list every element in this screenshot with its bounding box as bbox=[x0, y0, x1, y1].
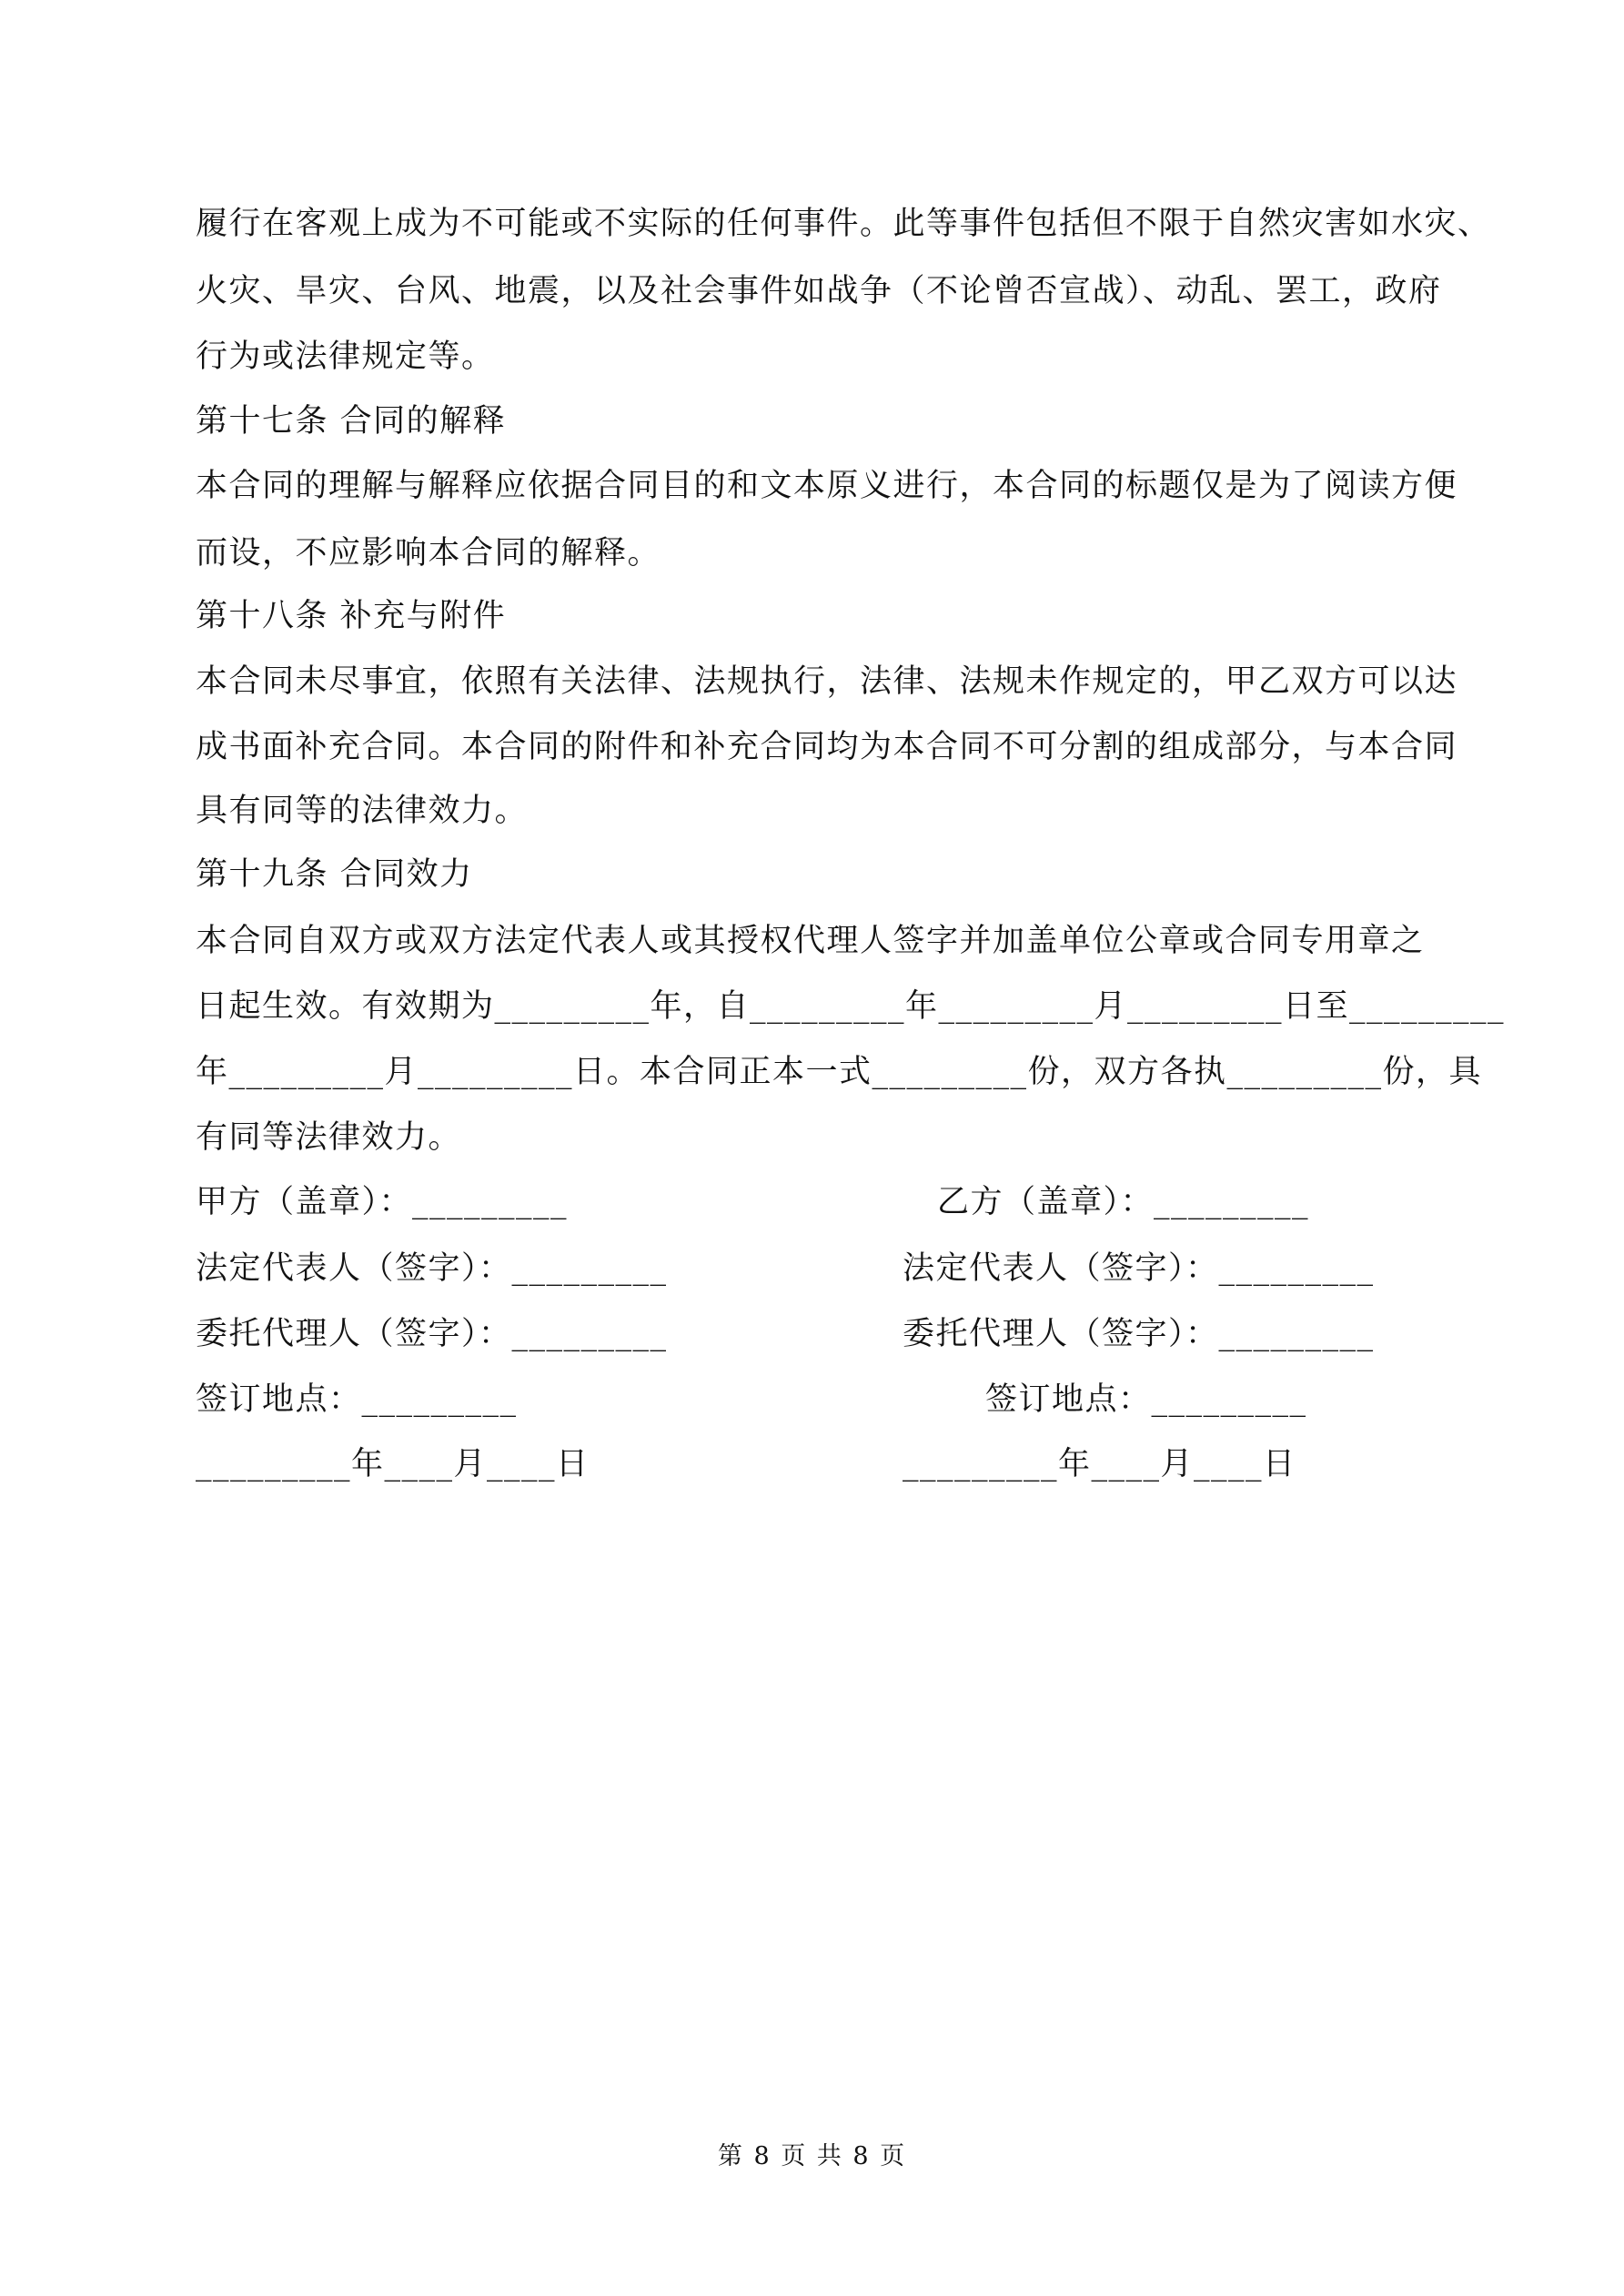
party-b-legal-rep: 法定代表人（签字）：_________ bbox=[903, 1250, 1375, 1287]
page-number: 第 8 页 共 8 页 bbox=[717, 2142, 907, 2170]
body-line: 日起生效。有效期为_________年，自_________年_________月_________日至_________ bbox=[196, 988, 1506, 1025]
body-line: 火灾、旱灾、台风、地震，以及社会事件如战争（不论曾否宣战）、动乱、罢工，政府 bbox=[196, 273, 1442, 309]
body-line: 行为或法律规定等。 bbox=[196, 339, 495, 375]
party-a-seal: 甲方（盖章）：_________ bbox=[196, 1184, 569, 1220]
party-a-legal-rep: 法定代表人（签字）：_________ bbox=[196, 1250, 668, 1287]
party-b-seal: 乙方（盖章）：_________ bbox=[937, 1184, 1310, 1220]
body-line: 有同等法律效力。 bbox=[196, 1119, 462, 1156]
section-heading: 第十八条 补充与附件 bbox=[196, 598, 507, 634]
body-line: 本合同未尽事宜，依照有关法律、法规执行，法律、法规未作规定的，甲乙双方可以达 bbox=[196, 663, 1458, 700]
party-b-date: _________年____月____日 bbox=[903, 1446, 1296, 1482]
body-line: 成书面补充合同。本合同的附件和补充合同均为本合同不可分割的组成部分，与本合同 bbox=[196, 729, 1458, 765]
body-line: 而设，不应影响本合同的解释。 bbox=[196, 535, 661, 571]
body-line: 本合同自双方或双方法定代表人或其授权代理人签字并加盖单位公章或合同专用章之 bbox=[196, 923, 1425, 959]
body-line: 本合同的理解与解释应依据合同目的和文本原义进行，本合同的标题仅是为了阅读方便 bbox=[196, 468, 1458, 504]
party-a-date: _________年____月____日 bbox=[196, 1446, 590, 1482]
party-b-agent: 委托代理人（签字）：_________ bbox=[903, 1316, 1375, 1352]
body-line: 年_________月_________日。本合同正本一式_________份，双方各执_________份，具 bbox=[196, 1054, 1483, 1090]
body-line: 具有同等的法律效力。 bbox=[196, 793, 529, 829]
party-b-sign-place: 签订地点：_________ bbox=[985, 1381, 1307, 1418]
body-line: 履行在客观上成为不可能或不实际的任何事件。此等事件包括但不限于自然灾害如水灾、 bbox=[196, 206, 1491, 242]
party-a-sign-place: 签订地点：_________ bbox=[196, 1381, 518, 1418]
party-a-agent: 委托代理人（签字）：_________ bbox=[196, 1316, 668, 1352]
section-heading: 第十九条 合同效力 bbox=[196, 856, 473, 893]
section-heading: 第十七条 合同的解释 bbox=[196, 403, 507, 440]
